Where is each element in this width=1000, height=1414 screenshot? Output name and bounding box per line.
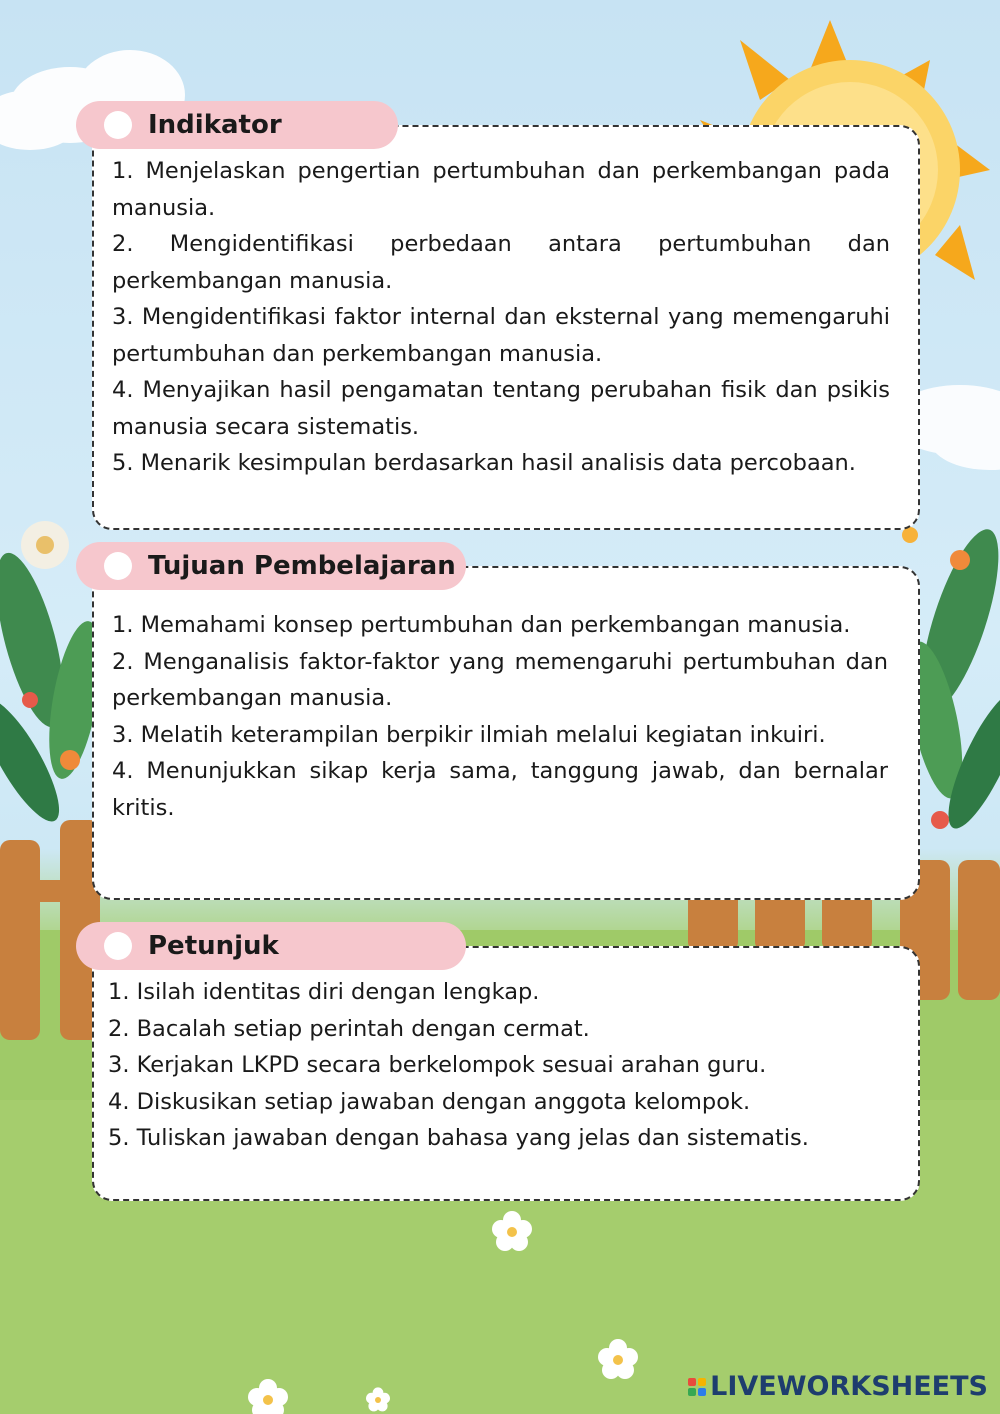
list-item: 3. Melatih keterampilan berpikir ilmiah melalui kegiatan inkuiri. [112, 721, 826, 748]
list-item: 4. Menunjukkan sikap kerja sama, tanggung jawab, dan bernalar kritis. [112, 758, 888, 821]
list-item: 3. Mengidentifikasi faktor internal dan eksternal yang memengaruhi pertumbuhan dan perkembangan manusia. [112, 304, 890, 367]
tujuan-card [92, 566, 920, 900]
list-item: 3. Kerjakan LKPD secara berkelompok sesuai arahan guru. [108, 1052, 767, 1078]
tujuan-list [112, 607, 888, 826]
list-item: 1. Isilah identitas diri dengan lengkap. [108, 979, 540, 1005]
section-title: Tujuan Pembelajaran [148, 551, 456, 581]
bullet-dot-icon [104, 932, 132, 960]
brand-name: LIVEWORKSHEETS [710, 1371, 988, 1402]
petunjuk-header [76, 922, 466, 970]
list-item: 5. Tuliskan jawaban dengan bahasa yang jelas dan sistematis. [108, 1125, 809, 1151]
list-item: 2. Menganalisis faktor-faktor yang memengaruhi pertumbuhan dan perkembangan manusia. [112, 648, 888, 711]
list-item: 2. Mengidentifikasi perbedaan antara pertumbuhan dan perkembangan manusia. [112, 231, 890, 294]
list-item: 1. Memahami konsep pertumbuhan dan perkembangan manusia. [112, 612, 851, 638]
petunjuk-card [92, 946, 920, 1201]
tujuan-header [76, 542, 466, 590]
petunjuk-list [108, 974, 886, 1157]
list-item: 4. Menyajikan hasil pengamatan tentang perubahan fisik dan psikis manusia secara sistematis. [112, 377, 890, 440]
list-item: 1. Menjelaskan pengertian pertumbuhan dan perkembangan pada manusia. [112, 158, 890, 221]
section-title: Petunjuk [148, 931, 279, 961]
bullet-dot-icon [104, 111, 132, 139]
indikator-header [76, 101, 398, 149]
bullet-dot-icon [104, 552, 132, 580]
indikator-list [112, 153, 890, 482]
section-title: Indikator [148, 110, 282, 140]
indikator-card [92, 125, 920, 530]
list-item: 4. Diskusikan setiap jawaban dengan anggota kelompok. [108, 1088, 751, 1115]
list-item: 5. Menarik kesimpulan berdasarkan hasil analisis data percobaan. [112, 450, 856, 476]
list-item: 2. Bacalah setiap perintah dengan cermat. [108, 1015, 590, 1042]
liveworksheets-logo[interactable] [688, 1371, 988, 1402]
liveworksheets-logo-icon [688, 1378, 706, 1396]
